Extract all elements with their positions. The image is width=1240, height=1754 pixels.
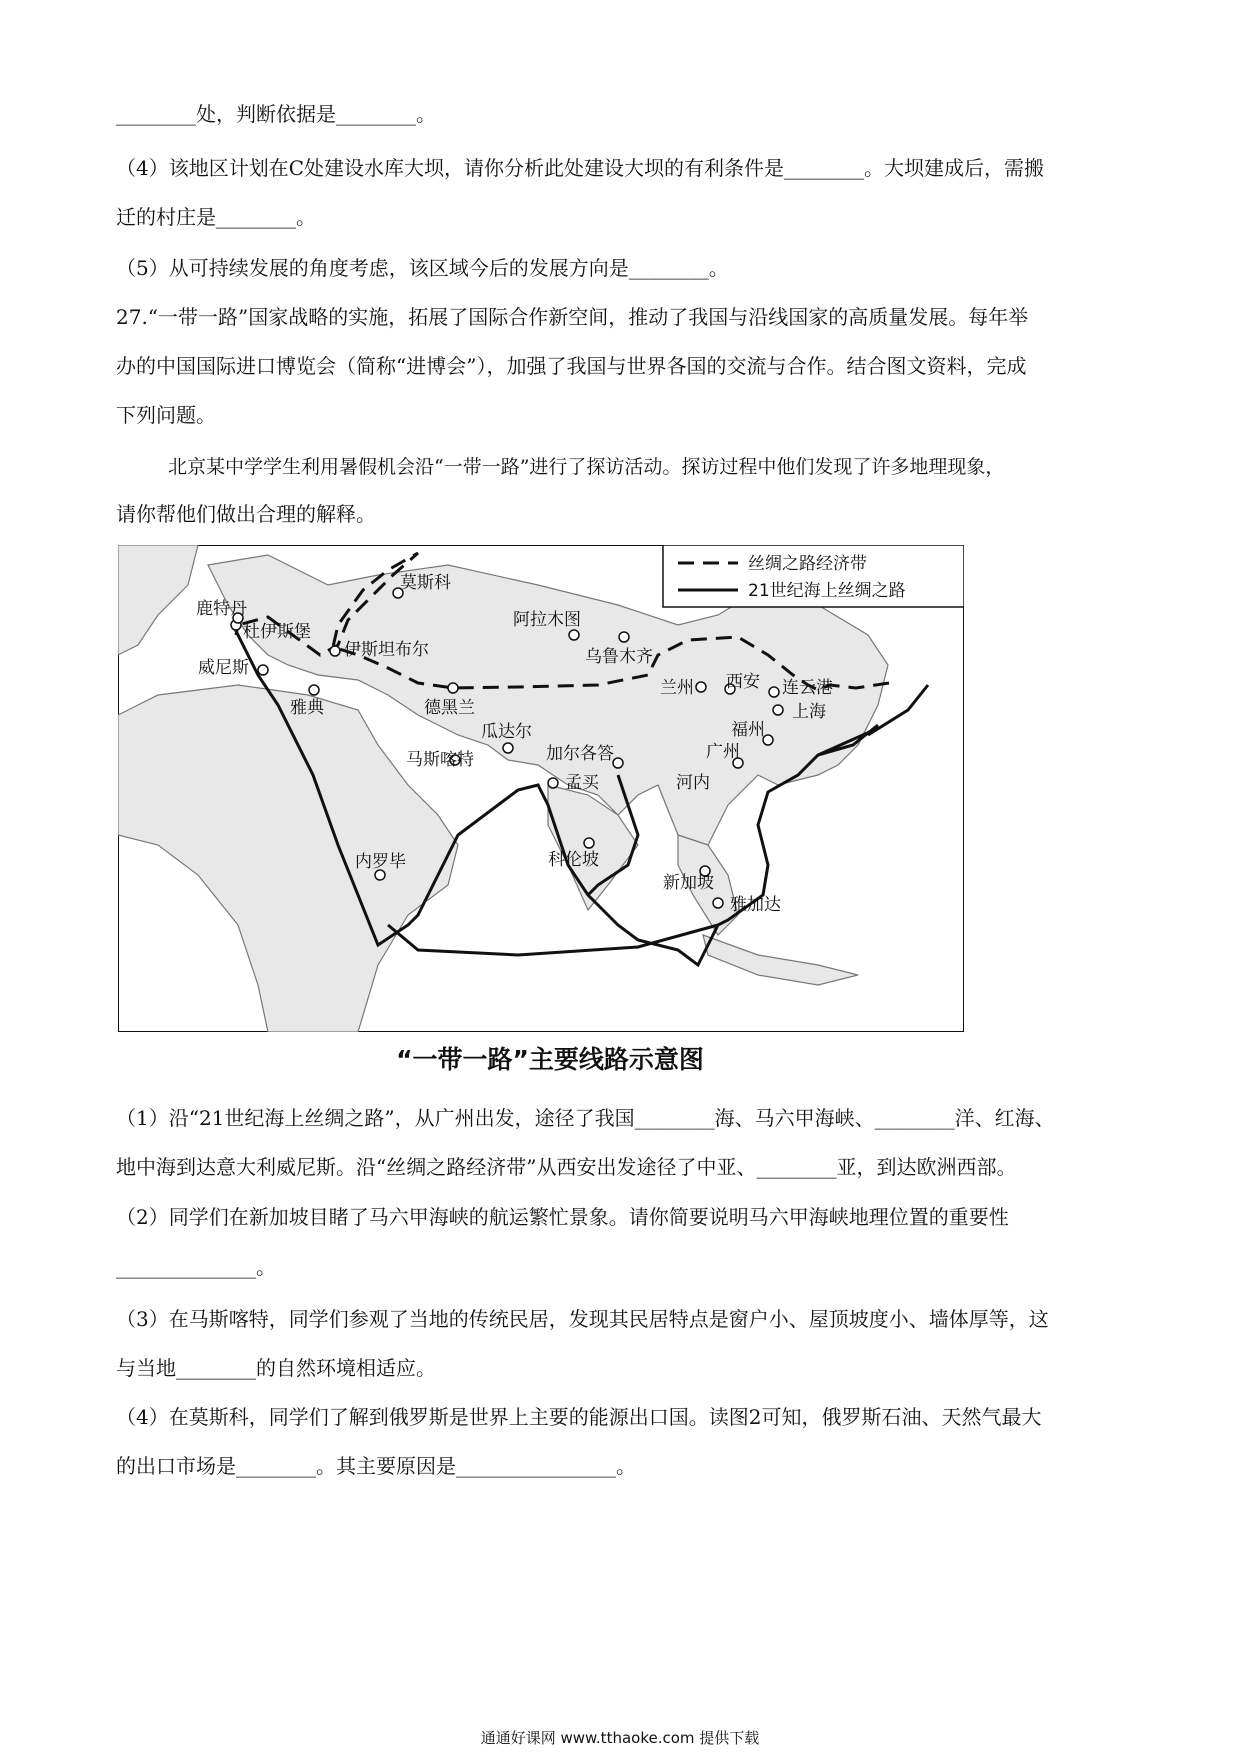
city-marker-shanghai (773, 705, 783, 715)
city-label-tehran: 德黑兰 (424, 698, 475, 718)
city-marker-colombo (584, 838, 594, 848)
city-marker-athens (309, 685, 319, 695)
text-line-4: （5）从可持续发展的角度考虑，该区域今后的发展方向是________。 (116, 256, 729, 280)
q3-line-1: （3）在马斯喀特，同学们参观了当地的传统民居，发现其民居特点是窗户小、屋顶坡度小、墙体厚等，这 (116, 1307, 1049, 1331)
question-27-line-1: 27.“一带一路”国家战略的实施，拓展了国际合作新空间，推动了我国与沿线国家的高质量发展。每年举 (116, 305, 1029, 329)
question-27-line-2: 办的中国国际进口博览会（简称“进博会”），加强了我国与世界各国的交流与合作。结合图文资料，完成 (116, 354, 1027, 378)
city-label-duisburg: 杜伊斯堡 (243, 622, 311, 642)
q1-line-2: 地中海到达意大利威尼斯。沿“丝绸之路经济带”从西安出发途径了中亚、________亚，到达欧洲西部。 (116, 1155, 1017, 1179)
city-marker-venice (258, 665, 268, 675)
city-marker-jakarta (713, 898, 723, 908)
q4-line-1: （4）在莫斯科，同学们了解到俄罗斯是世界上主要的能源出口国。读图2可知，俄罗斯石油、天然气最大 (116, 1405, 1042, 1429)
city-label-fuzhou: 福州 (731, 720, 765, 740)
text-line-2: （4）该地区计划在C处建设水库大坝，请你分析此处建设大坝的有利条件是________。大坝建成后，需搬 (116, 156, 1045, 180)
question-27-line-3: 下列问题。 (116, 403, 216, 427)
city-label-mumbai: 孟买 (565, 773, 599, 793)
intro-line-1: 北京某中学学生利用暑假机会沿“一带一路”进行了探访活动。探访过程中他们发现了许多地理现象， (168, 456, 1005, 478)
city-label-singapore: 新加坡 (663, 873, 714, 893)
text-line-1: ________处，判断依据是________。 (116, 102, 436, 126)
legend-dashed-label: 丝绸之路经济带 (748, 554, 867, 574)
city-marker-gwadar (503, 743, 513, 753)
city-label-istanbul: 伊斯坦布尔 (344, 640, 429, 660)
q3-line-2: 与当地________的自然环境相适应。 (116, 1356, 436, 1380)
map-caption: “一带一路”主要线路示意图 (396, 1045, 704, 1074)
city-label-shanghai: 上海 (792, 702, 826, 722)
city-label-athens: 雅典 (290, 698, 324, 718)
legend-solid-label: 21世纪海上丝绸之路 (748, 581, 906, 601)
city-label-lianyungang: 连云港 (782, 678, 833, 698)
city-label-rotterdam: 鹿特丹 (196, 599, 247, 619)
page-footer: 通通好课网 www.tthaoke.com 提供下载 (480, 1729, 760, 1747)
city-marker-kolkata (613, 758, 623, 768)
q2-line-1: （2）同学们在新加坡目睹了马六甲海峡的航运繁忙景象。请你简要说明马六甲海峡地理位置的重要性 (116, 1205, 1009, 1229)
city-marker-urumqi (619, 632, 629, 642)
city-marker-tehran (448, 683, 458, 693)
city-marker-almaty (569, 630, 579, 640)
q4-line-2: 的出口市场是________。其主要原因是________________。 (116, 1454, 636, 1478)
city-label-colombo: 科伦坡 (548, 850, 599, 870)
city-label-venice: 威尼斯 (198, 658, 249, 678)
city-label-kolkata: 加尔各答 (546, 744, 614, 764)
text-line-3: 迁的村庄是________。 (116, 205, 316, 229)
q1-line-1: （1）沿“21世纪海上丝绸之路”，从广州出发，途径了我国________海、马六甲海峡、________洋、红海、 (116, 1106, 1055, 1130)
city-label-jakarta: 雅加达 (730, 895, 781, 915)
city-marker-mumbai (548, 778, 558, 788)
city-marker-lianyungang (769, 687, 779, 697)
city-label-hanoi: 河内 (676, 773, 710, 793)
belt-road-map (118, 545, 964, 1032)
city-label-guangzhou: 广州 (706, 742, 740, 762)
city-marker-lanzhou (696, 682, 706, 692)
city-label-urumqi: 乌鲁木齐 (585, 647, 653, 667)
city-label-nairobi: 内罗毕 (355, 852, 406, 872)
intro-line-2: 请你帮他们做出合理的解释。 (116, 502, 376, 526)
city-label-muscat: 马斯喀特 (406, 750, 474, 770)
q2-line-2: ______________。 (116, 1255, 276, 1279)
city-label-moscow: 莫斯科 (400, 573, 451, 593)
city-label-xian: 西安 (726, 672, 760, 692)
city-label-gwadar: 瓜达尔 (481, 722, 532, 742)
city-label-lanzhou: 兰州 (660, 678, 694, 698)
city-label-almaty: 阿拉木图 (513, 610, 581, 630)
city-marker-istanbul (330, 646, 340, 656)
